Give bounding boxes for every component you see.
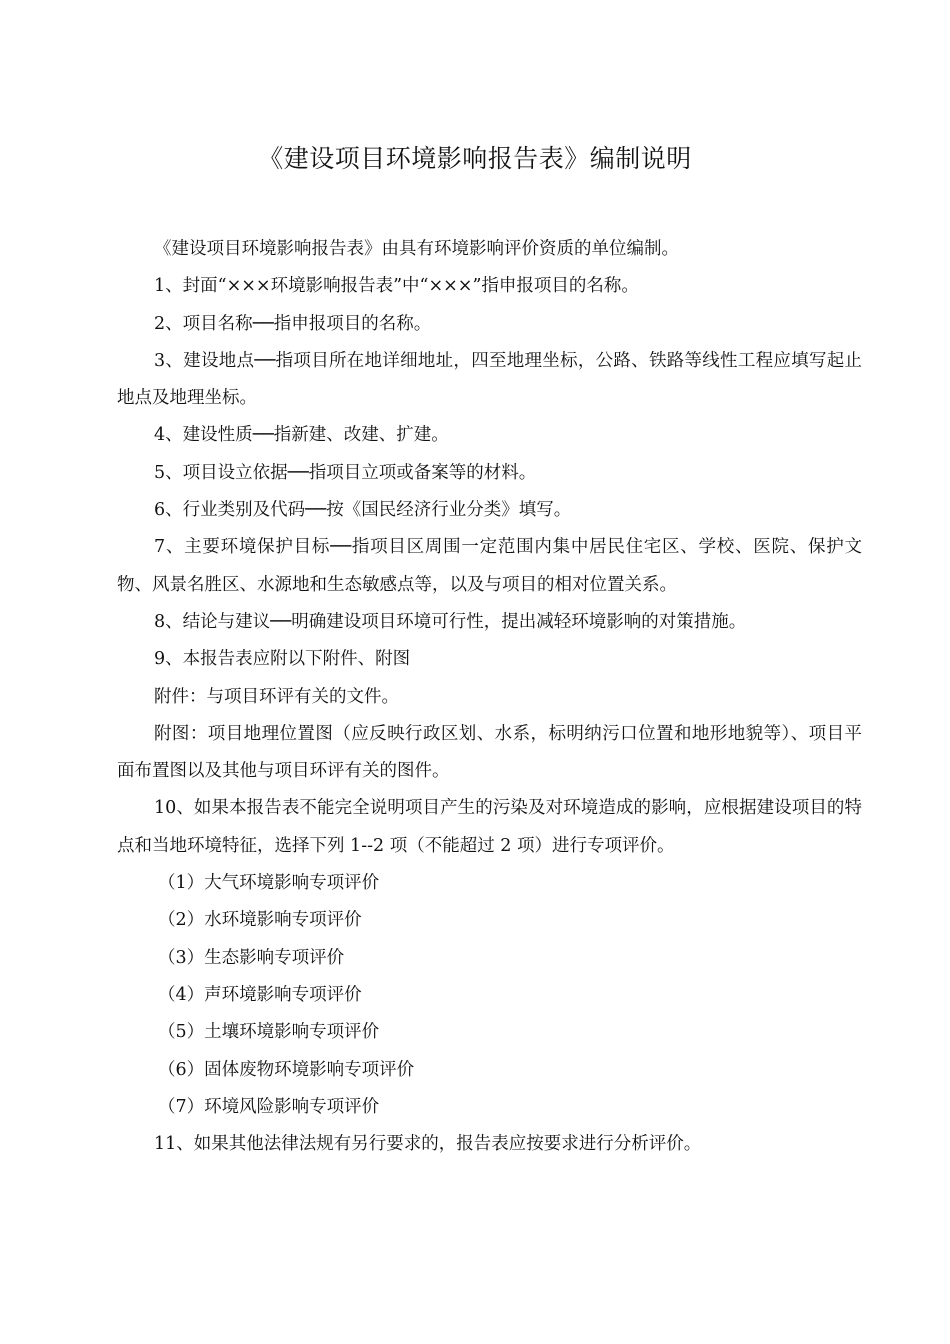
item-4: 4、建设性质──指新建、改建、扩建。 [154, 425, 449, 446]
item-7: 7、主要环境保护目标──指项目区周围一定范围内集中居民住宅区、学校、医院、保护文物、风景名胜区、水源地和生态敏感点等，以及与项目的相对位置关系。 [117, 537, 862, 595]
item-10: 10、如果本报告表不能完全说明项目产生的污染及对环境造成的影响，应根据建设项目的特点和当地环境特征，选择下列 1--2 项（不能超过 2 项）进行专项评价。 [117, 798, 862, 856]
figures-paragraph: 附图：项目地理位置图（应反映行政区划、水系，标明纳污口位置和地形地貌等）、项目平面布置图以及其他与项目环评有关的图件。 [117, 723, 862, 782]
special-review-item: （2）水环境影响专项评价 [158, 910, 362, 931]
item-2: 2、项目名称──指申报项目的名称。 [154, 313, 432, 334]
item-11: 11、如果其他法律法规有另行要求的，报告表应按要求进行分析评价。 [154, 1134, 702, 1155]
item-8: 8、结论与建议──明确建设项目环境可行性，提出减轻环境影响的对策措施。 [154, 611, 747, 632]
special-review-item: （7）环境风险影响专项评价 [158, 1096, 380, 1117]
item-5: 5、项目设立依据──指项目立项或备案等的材料。 [154, 462, 537, 483]
document-body [117, 231, 862, 1163]
special-review-item: （1）大气环境影响专项评价 [158, 873, 380, 894]
document-title: 《建设项目环境影响报告表》编制说明 [258, 144, 692, 173]
special-review-item: （3）生态影响专项评价 [158, 947, 345, 968]
attachments-paragraph: 附件：与项目环评有关的文件。 [154, 686, 399, 707]
item-1: 1、封面“×××环境影响报告表”中“×××”指申报项目的名称。 [154, 276, 639, 297]
item-9: 9、本报告表应附以下附件、附图 [154, 649, 411, 670]
intro-paragraph: 《建设项目环境影响报告表》由具有环境影响评价资质的单位编制。 [154, 239, 679, 259]
special-review-item: （6）固体废物环境影响专项评价 [158, 1059, 415, 1080]
special-review-item: （5）土壤环境影响专项评价 [158, 1022, 380, 1043]
item-3: 3、建设地点──指项目所在地详细地址，四至地理坐标，公路、铁路等线性工程应填写起止地点及地理坐标。 [117, 350, 862, 409]
special-review-item: （4）声环境影响专项评价 [158, 984, 362, 1005]
item-6: 6、行业类别及代码──按《国民经济行业分类》填写。 [154, 500, 572, 521]
